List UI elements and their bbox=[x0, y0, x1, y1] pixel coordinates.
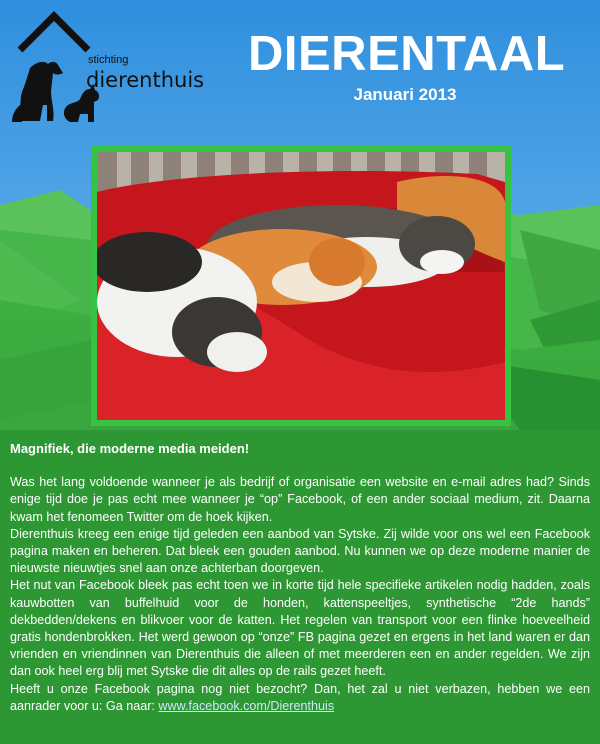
article-heading: Magnifiek, die moderne media meiden! bbox=[10, 441, 250, 456]
photo-frame bbox=[91, 146, 511, 426]
closing-text: Heeft u onze Facebook pagina nog niet bezocht? Dan, het zal u niet verbazen, hebben we een aanrader voor u: Ga naar: bbox=[10, 681, 590, 713]
facebook-link[interactable]: www.facebook.com/Dierenthuis bbox=[158, 698, 335, 713]
newsletter-date: Januari 2013 bbox=[353, 85, 457, 104]
article-closing bbox=[10, 681, 590, 715]
logo-text-small: stichting bbox=[88, 54, 129, 66]
article-paragraph: Dierenthuis kreeg een enige tijd geleden een aanbod van Sytske. Zij wilde voor ons wel een Facebook pagina maken en beheren. Dat bleek een gouden aanbod. Nu kunnen we op deze moderne manier de nieuwste nieuwtjes snel aan onze achterban doorgeven. bbox=[10, 526, 590, 576]
article-paragraph: Het nut van Facebook bleek pas echt toen we in korte tijd hele specifieke artikelen nodig hadden, zoals kauwbotten van buffelhuid voor de honden, kattenspeeltjes, synthetische “2de hands” dekbedden/dekens en blikvoer voor de katten. Het regelen van transport voor een flinke hoeveelheid gratis hondenbrokken. Het werd gewoon op “onze” FB pagina gezet en ergens in het land waren er dan vrienden en vriendinnen van Dierenthuis die alleen of met meerderen een en ander regelden. We zijn dan ook heel erg blij met Sytske die dit alles op de rails gezet heeft. bbox=[10, 578, 590, 679]
article bbox=[10, 440, 590, 715]
article-paragraph: Was het lang voldoende wanneer je als bedrijf of organisatie een website en e-mail adres had? Sinds enige tijd doe je pas echt mee wanneer je “op” Facebook, of een ander sociaal medium, zit. Daarna kwam het fenomeen Twitter om de hoek kijken. bbox=[10, 475, 590, 524]
newsletter-title: DIERENTAAL bbox=[248, 27, 566, 81]
logo-text-large: dierenthuis bbox=[86, 68, 205, 92]
sleeping-cats-photo bbox=[97, 152, 505, 420]
